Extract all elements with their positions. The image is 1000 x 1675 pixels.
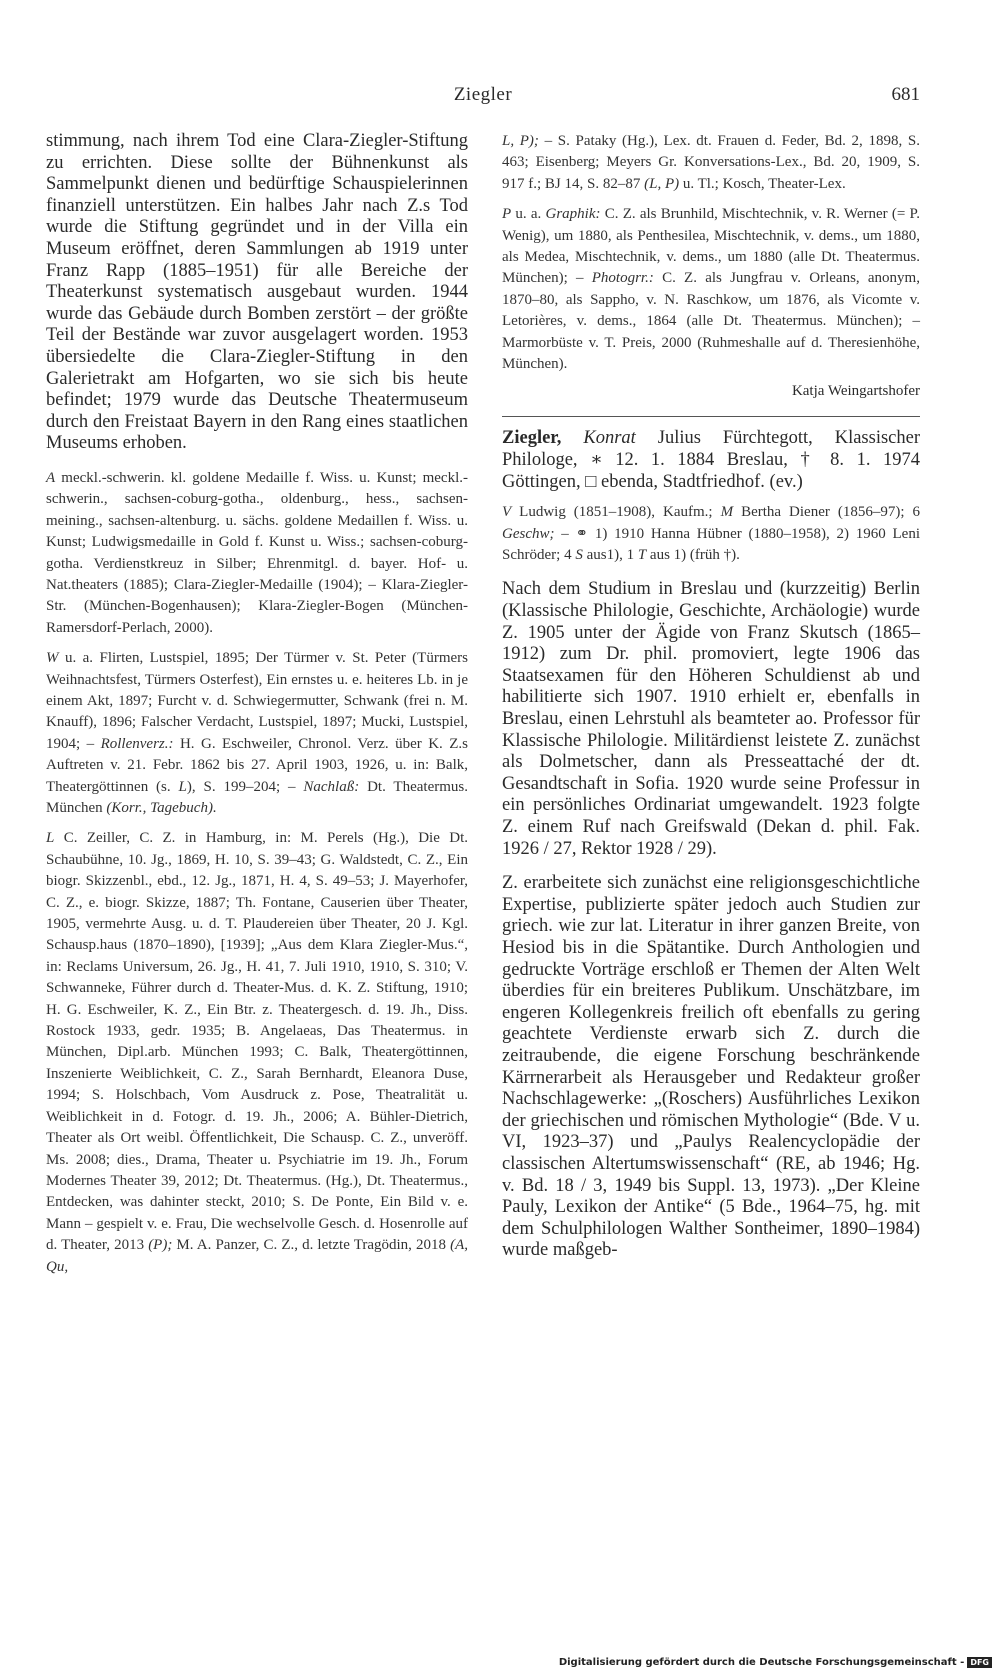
portraits-text-2: C. Z. als Brunhild, Mischtechnik, v. R. Werner (= P. Wenig), um 1880, als Penthesilea, Mischtechnik, v. dems., um 1880, als Medea, Mischtechnik, v. dems., um 1880 (alle Dt. Theatermus. München); – (502, 206, 920, 287)
biography-paragraph-1: Nach dem Studium in Breslau und (kurzzeitig) Berlin (Klassische Philologie, Geschichte, Archäologie) wurde Z. 1905 unter der Ägide von Franz Skutsch (1865–1912) zum Dr. phil. promoviert, legte 1906 das Staatsexamen für den Höheren Schuldienst ab und habilitierte sich 1907. 1910 erhielt er, ebenfalls in Breslau, einen Lehrstuhl als beamteter ao. Professor für Klassische Philologie. Militärdienst leistete Z. zunächst als Dolmetscher, dann als Presseattaché der dt. Gesandtschaft in Sofia. 1920 wurde seine Professur in ein persönliches Ordinariat umgewandelt. 1923 folgte Z. einem Ruf nach Greifswald (Dekan d. phil. Fak. 1926 / 27, Rektor 1928 / 29). (502, 579, 920, 859)
entry-surname: Ziegler, (502, 428, 562, 449)
entry-heading-text: Julius Fürchtegott, Klassischer Philologe, ∗ 12. 1. 1884 Breslau, † 8. 1. 1974 Göttingen, □ ebenda, Stadtfriedhof. (ev.) (502, 428, 920, 492)
family-text-3: – ⚭ 1) 1910 Hanna Hübner (1880–1958), 2) 1960 Leni Schröder; 4 (502, 525, 920, 564)
continuation-note-1: L, P); (502, 133, 539, 149)
digitization-footer (559, 1657, 992, 1668)
dfg-logo: DFG (967, 1657, 992, 1668)
family-text-2: Bertha Diener (1856–97); 6 (733, 504, 920, 521)
literature-section (46, 828, 468, 1278)
awards-section (46, 468, 468, 639)
works-estate-label: Nachlaß: (303, 778, 360, 795)
family-mother-label: M (720, 504, 734, 521)
family-label: V (502, 504, 512, 521)
continuation-text-2: u. Tl.; Kosch, Theater-Lex. (679, 175, 846, 192)
works-text-3: ), S. 199–204; – (186, 778, 304, 795)
portraits-label: P (502, 206, 512, 223)
portraits-text-1: u. a. (511, 206, 546, 223)
literature-label: L (46, 830, 55, 847)
family-sons-label: S (575, 547, 583, 564)
author-signature: Katja Weingartshofer (791, 383, 920, 400)
awards-label: A (46, 469, 56, 486)
works-ref-l: L (178, 778, 187, 795)
family-text-5: aus 1) (früh †). (646, 547, 740, 564)
family-siblings-label: Geschw; (502, 525, 555, 542)
page-number: 681 (891, 84, 920, 105)
footer-text: Digitalisierung gefördert durch die Deutsche Forschungsgemeinschaft - (558, 1657, 965, 1668)
works-role-index-label: Rollenverz.: (100, 735, 174, 752)
literature-note-2: (A, Qu, (46, 1237, 468, 1275)
entry-divider (502, 416, 920, 417)
portraits-graphics-label: Graphik: (545, 206, 601, 223)
works-text-4: Dt. Theatermus. München (46, 778, 468, 816)
running-title: Ziegler (453, 84, 513, 105)
entry-given-name: Konrat (583, 428, 636, 449)
left-body-paragraph: stimmung, nach ihrem Tod eine Clara-Ziegler-Stiftung zu errichten. Diese sollte der Bühnenkunst als Sammelpunkt dienen und bedürftige Schauspielerinnen finanziell unterstützen. Ein halbes Jahr nach Z.s Tod wurde die Stiftung gegründet und in der Villa ein Museum eröffnet, deren Sammlungen ab 1919 unter Franz Rapp (1885–1951) für alle Bereiche der Theaterkunst systematisch ausgebaut wurden. 1944 wurde das Gebäude durch Bomben zerstört – der größte Teil der Bestände war zuvor ausgelagert worden. 1953 übersiedelte die Clara-Ziegler-Stiftung in den Galerietrakt am Hofgarten, wo sie sich bis heute befindet; 1979 wurde das Deutsche Theatermuseum durch den Freistaat Bayern in den Rang eines staatlichen Museums erhoben. (46, 131, 468, 454)
family-text-1: Ludwig (1851–1908), Kaufm.; (511, 504, 721, 521)
works-label: W (46, 650, 59, 667)
family-section (502, 502, 920, 566)
works-estate-note: (Korr., Tagebuch). (106, 800, 217, 816)
literature-note-1: (P); (148, 1237, 173, 1254)
literature-continuation (502, 131, 920, 195)
literature-text-1: C. Zeiller, C. Z. in Hamburg, in: M. Perels (Hg.), Die Dt. Schaubühne, 10. Jg., 1869, H. 10, S. 39–43; G. Waldstedt, C. Z., Ein biogr. Skizzenbl., ebd., 12. Jg., 1871, H. 4, S. 49–53; J. Mayerhofer, C. Z., e. biogr. Skizze, 1887; Th. Fontane, Causerien über Theater, 1905, vermehrte Ausg. u. d. T. Plaudereien über Theater, 20 J. Kgl. Schausp.haus (1870–1890), [1939]; „Aus dem Klara Ziegler-Mus.“, in: Reclams Universum, 26. Jg., H. 41, 7. Juli 1910, 1910, S. 310; V. Schwanneke, Führer durch d. Theater-Mus. d. K. Z. Stiftung, 1910; H. G. Eschweiler, K. Z., Ein Btr. z. Theatergesch. d. 19. Jh., Diss. Rostock 1933, gedr. 1935; B. Angelaeas, Das Theatermus. in München, Dipl.arb. München 1993; C. Balk, Theatergöttinnen, Inszenierte Weiblichkeit, C. Z., Sarah Bernhardt, Eleanora Duse, 1994; S. Holschbach, Vom Ausdruck z. Pose, Theatralität u. Weiblichkeit in d. Fotogr. d. 19. Jh., 2006; A. Bühler-Dietrich, Theater als Ort weibl. Öffentlichkeit, Die Schausp. C. Z., unveröff. Ms. 2008; dies., Drama, Theater u. Psychiatrie im 19. Jh., Forum Modernes Theater 39, 2012; Dt. Theatermus. (Hg.), Dt. Theatermus., Entdecken, was dahinter steckt, 2010; S. De Ponte, Ein Bild v. e. Mann – gespielt v. e. Frau, Die wechselvolle Gesch. d. Hosenrolle auf d. Theater, 2013 (46, 830, 468, 1254)
continuation-note-2: (L, P) (644, 175, 680, 192)
works-text-2: H. G. Eschweiler, Chronol. Verz. über K. Z.s Auftreten v. 21. Febr. 1862 bis 27. April 1903, 1926, u. in: Balk, Theatergöttinnen (s. (46, 735, 468, 795)
entry-heading (502, 428, 920, 493)
family-daughters-label: T (637, 547, 647, 564)
running-header (46, 84, 920, 114)
continuation-text-1: – S. Pataky (Hg.), Lex. dt. Frauen d. Feder, Bd. 2, 1898, S. 463; Eisenberg; Meyers Gr. Konversations-Lex., Bd. 20, 1909, S. 917 f.; BJ 14, S. 82–87 (502, 133, 920, 192)
portraits-photos-label: Photogrr.: (591, 270, 654, 287)
works-section (46, 648, 468, 819)
works-text-1: u. a. Flirten, Lustspiel, 1895; Der Türmer v. St. Peter (Türmers Weihnachtsfest, Türmers Osterfest), Ein ernstes u. e. heiteres Lb. in je einem Akt, 1897; Furcht v. d. Schwiegermutter, Schwank (frei n. M. Knauff), 1896; Falscher Verdacht, Lustspiel, 1897; Mucki, Lustspiel, 1904; – (46, 650, 468, 752)
portraits-section (502, 204, 920, 375)
family-text-4: aus1), 1 (582, 547, 638, 564)
literature-text-2: M. A. Panzer, C. Z., d. letzte Tragödin, 2018 (172, 1237, 451, 1254)
left-column (46, 131, 468, 1278)
biography-paragraph-2: Z. erarbeitete sich zunächst eine religionsgeschichtliche Expertise, publizierte später jedoch auch Studien zur griech. wie zur lat. Literatur in ihrer ganzen Breite, von Hesiod bis in die Spätantike. Durch Anthologien und gedruckte Vorträge erschloß er Themen der Alten Welt überdies für ein breiteres Publikum. Unschätzbare, im engeren Kollegenkreis freilich oft ebenfalls zu gering geachtete Verdienste erwarb sich Z. durch die zeitraubende, die eigene Forschung beschränkende Kärrnerarbeit als Herausgeber und Redakteur großer Nachschlagewerke: „(Roschers) Ausführliches Lexikon der griechischen und römischen Mythologie“ (Bde. V u. VI, 1923–37) und „Paulys Realencyclopädie der classischen Altertumswissenschaft“ (RE, ab 1946; Hg. v. Bd. 18 / 3, 1949 bis Suppl. 13, 1973). „Der Kleine Pauly, Lexikon der Antike“ (5 Bde., 1964–75, hg. mit dem Schulphilologen Walther Sontheimer, 1890–1984) wurde maßgeb- (502, 873, 920, 1261)
right-column (502, 131, 920, 1262)
portraits-text-3: C. Z. als Jungfrau v. Orleans, anonym, 1870–80, als Sappho, v. N. Raschkow, um 1876, als Vicomte v. Letorières, v. dems., 1864 (alle Dt. Theatermus. München); – Marmorbüste v. T. Preis, 2000 (Ruhmeshalle auf d. Theresienhöhe, München). (502, 270, 920, 373)
awards-text: meckl.-schwerin. kl. goldene Medaille f. Wiss. u. Kunst; meckl.-schwerin., sachsen-coburg-gotha., oldenburg., hess., sachsen-meining., sachsen-altenburg. u. sächs. goldene Medaillen f. Wiss. u. Kunst; Ludwigsmedaille in Gold f. Kunst u. Wiss.; sachsen-coburg-gotha. Verdienstkreuz in Silber; Ehrenmitgl. d. bayer. Hof- u. Nat.theaters (1885); Clara-Ziegler-Medaille (1904); – Klara-Ziegler-Str. (München-Bogenhausen); Klara-Ziegler-Bogen (München-Ramersdorf-Perlach, 2000). (46, 469, 468, 636)
